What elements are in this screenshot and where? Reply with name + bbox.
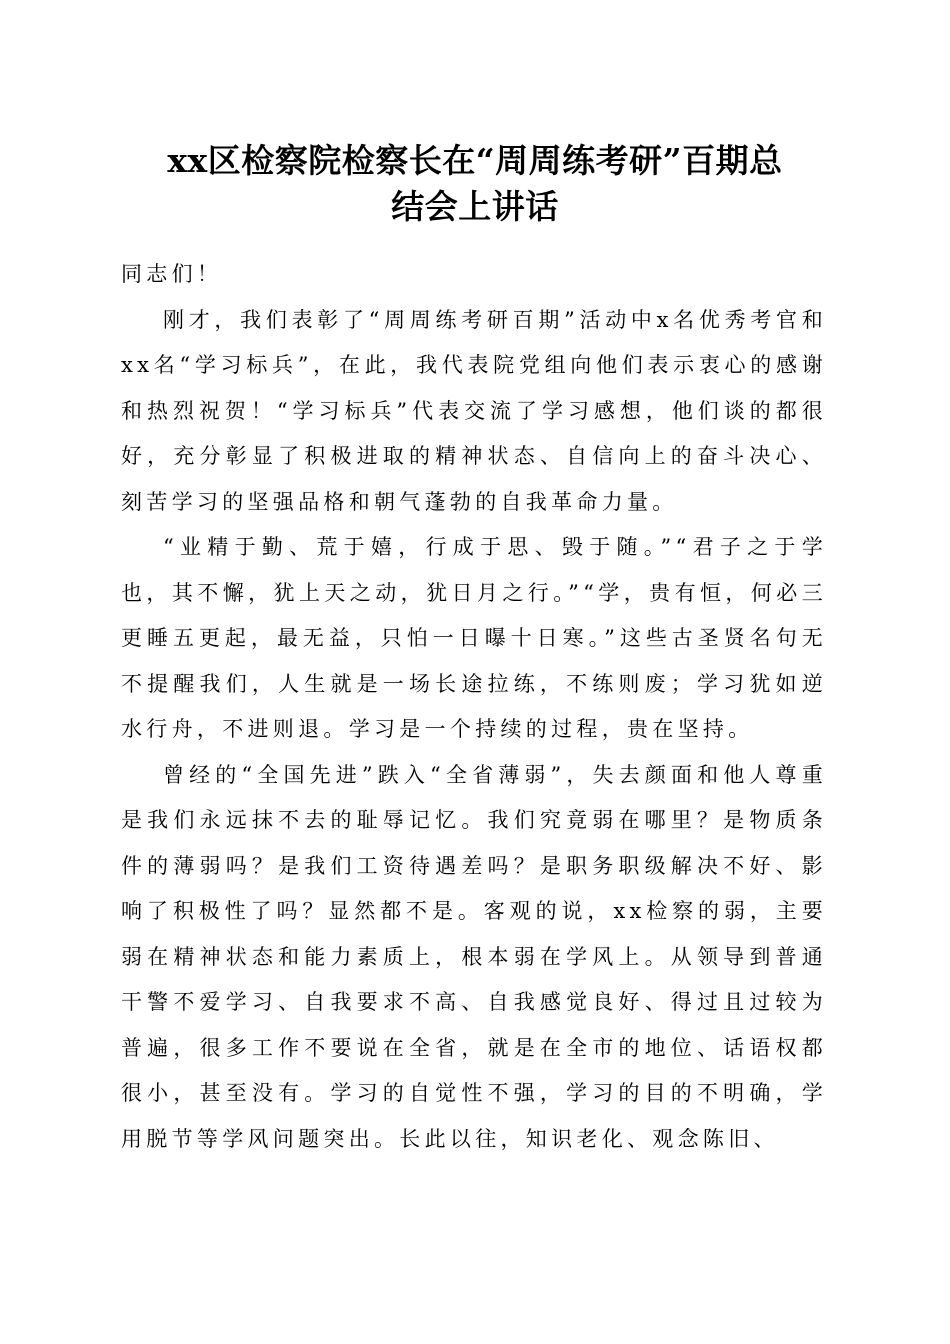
paragraph-3: 曾经的“全国先进”跌入“全省薄弱”，失去颜面和他人尊重是我们永远抹不去的耻辱记忆。我们究竟弱在哪里？是物质条件的薄弱吗？是我们工资待遇差吗？是职务职级解决不好、影响了积极性了吗？显然都不是。客观的说，xx检察的弱，主要弱在精神状态和能力素质上，根本弱在学风上。从领导到普通干警不爱学习、自我要求不高、自我感觉良好、得过且过较为普遍，很多工作不要说在全省，就是在全市的地位、话语权都很小，甚至没有。学习的自觉性不强，学习的目的不明确，学用脱节等学风问题突出。长此以往，知识老化、观念陈旧、 <box>121 762 827 1151</box>
salutation: 同志们！ <box>121 262 223 286</box>
title-line-1: xx区检察院检察长在“周周练考研”百期总 <box>167 141 783 180</box>
document-title <box>100 138 850 230</box>
paragraph-2: “业精于勤、荒于嬉，行成于思、毁于随。”“君子之于学也，其不懈，犹上天之动，犹日月之行。”“学，贵有恒，何必三更睡五更起，最无益，只怕一日曝十日寒。”这些古圣贤名句无不提醒我们，人生就是一场长途拉练，不练则废；学习犹如逆水行舟，不进则退。学习是一个持续的过程，贵在坚持。 <box>121 535 827 741</box>
title-line-2: 结会上讲话 <box>391 187 559 226</box>
paragraph-1: 刚才，我们表彰了“周周练考研百期”活动中x名优秀考官和xx名“学习标兵”，在此，我代表院党组向他们表示衷心的感谢和热烈祝贺！“学习标兵”代表交流了学习感想，他们谈的都很好，充分彰显了积极进取的精神状态、自信向上的奋斗决心、刻苦学习的坚强品格和朝气蓬勃的自我革命力量。 <box>121 307 827 514</box>
document-body <box>121 252 827 1162</box>
